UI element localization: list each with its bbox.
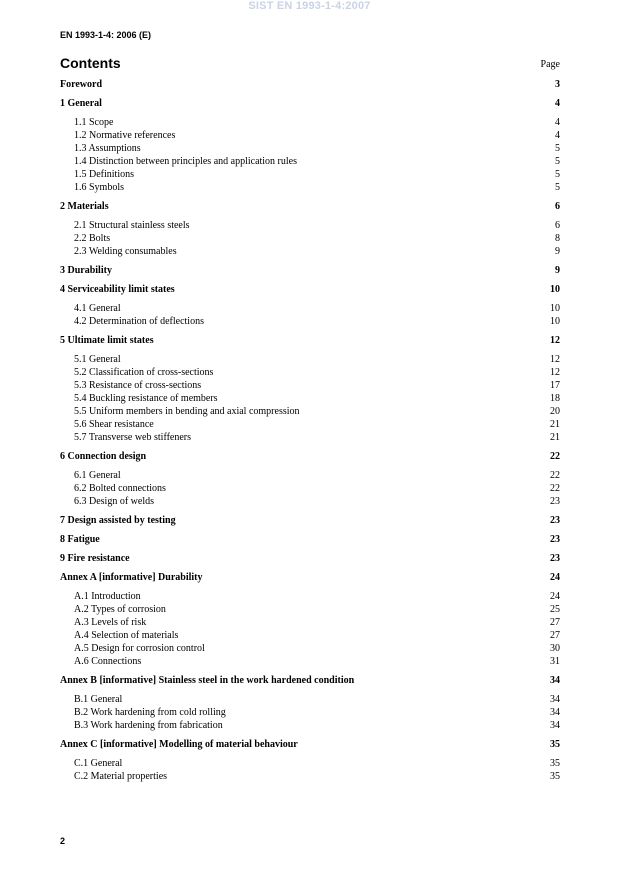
toc-subentry-page: 10 <box>550 316 560 327</box>
toc-subentry[interactable] <box>60 655 560 668</box>
toc-heading[interactable] <box>60 283 560 296</box>
toc-subentry-page: 5 <box>555 169 560 180</box>
toc-subentry[interactable] <box>60 482 560 495</box>
toc-subentry[interactable] <box>60 155 560 168</box>
toc-subentry-page: 22 <box>550 483 560 494</box>
toc-heading-page: 4 <box>555 98 560 109</box>
toc-subentry-page: 5 <box>555 143 560 154</box>
toc-subentry-title: C.2 Material properties <box>74 771 168 782</box>
toc-subentry-page: 34 <box>550 694 560 705</box>
toc-subentry-page: 34 <box>550 707 560 718</box>
toc-subentry-title: 5.4 Buckling resistance of members <box>74 393 218 404</box>
toc-subentry-title: 5.1 General <box>74 354 121 365</box>
toc-subentry-title: 2.1 Structural stainless steels <box>74 220 190 231</box>
toc-heading[interactable] <box>60 571 560 584</box>
toc-subentry-page: 5 <box>555 156 560 167</box>
toc-subentry[interactable] <box>60 719 560 732</box>
toc-subentry-title: 6.3 Design of welds <box>74 496 154 507</box>
toc-subentry-title: 2.2 Bolts <box>74 233 111 244</box>
toc-subentry[interactable] <box>60 642 560 655</box>
toc-subentry-page: 35 <box>550 771 560 782</box>
toc-subentry[interactable] <box>60 603 560 616</box>
toc-subentry[interactable] <box>60 129 560 142</box>
toc-subentry-page: 4 <box>555 117 560 128</box>
toc-subentry[interactable] <box>60 590 560 603</box>
toc-subentry-page: 10 <box>550 303 560 314</box>
toc-subentry-page: 24 <box>550 591 560 602</box>
toc-subentry-title: 5.5 Uniform members in bending and axial compression <box>74 406 300 417</box>
toc-subentry-page: 34 <box>550 720 560 731</box>
toc-subentry[interactable] <box>60 116 560 129</box>
toc-subentry-title: 1.5 Definitions <box>74 169 134 180</box>
toc-heading-page: 22 <box>550 451 560 462</box>
toc-heading[interactable] <box>60 514 560 527</box>
toc-subentry-title: 5.2 Classification of cross-sections <box>74 367 214 378</box>
toc-heading-title: 9 Fire resistance <box>60 553 130 564</box>
toc-subentry-page: 12 <box>550 367 560 378</box>
toc-subentry[interactable] <box>60 693 560 706</box>
toc-subentry-page: 21 <box>550 419 560 430</box>
page-number: 2 <box>60 836 66 846</box>
toc-subentry[interactable] <box>60 770 560 783</box>
toc-subentry-title: 4.1 General <box>74 303 121 314</box>
toc-subentry-title: 5.3 Resistance of cross-sections <box>74 380 202 391</box>
toc-subentry-page: 5 <box>555 182 560 193</box>
table-of-contents <box>60 78 560 783</box>
toc-heading-page: 9 <box>555 265 560 276</box>
toc-heading[interactable] <box>60 200 560 213</box>
toc-heading-title: 3 Durability <box>60 265 112 276</box>
toc-subentry[interactable] <box>60 616 560 629</box>
toc-subentry[interactable] <box>60 379 560 392</box>
toc-heading-page: 34 <box>550 675 560 686</box>
toc-heading-title: 1 General <box>60 98 102 109</box>
toc-heading[interactable] <box>60 334 560 347</box>
toc-heading-page: 23 <box>550 553 560 564</box>
toc-subentry-page: 25 <box>550 604 560 615</box>
toc-heading[interactable] <box>60 533 560 546</box>
toc-subentry[interactable] <box>60 353 560 366</box>
page-column-label: Page <box>540 59 560 70</box>
toc-heading-page: 24 <box>550 572 560 583</box>
toc-subentry-title: 6.2 Bolted connections <box>74 483 166 494</box>
toc-subentry[interactable] <box>60 431 560 444</box>
toc-subentry[interactable] <box>60 469 560 482</box>
toc-heading-title: Annex B [informative] Stainless steel in the work hardened condition <box>60 675 355 686</box>
toc-subentry[interactable] <box>60 495 560 508</box>
toc-subentry-title: B.1 General <box>74 694 123 705</box>
toc-heading-title: 5 Ultimate limit states <box>60 335 154 346</box>
toc-subentry-title: 4.2 Determination of deflections <box>74 316 204 327</box>
toc-subentry[interactable] <box>60 366 560 379</box>
toc-subentry[interactable] <box>60 405 560 418</box>
toc-heading-page: 35 <box>550 739 560 750</box>
toc-heading-title: 8 Fatigue <box>60 534 100 545</box>
toc-subentry[interactable] <box>60 142 560 155</box>
toc-heading-title: Annex A [informative] Durability <box>60 572 203 583</box>
toc-subentry-title: B.3 Work hardening from fabrication <box>74 720 223 731</box>
toc-subentry-page: 21 <box>550 432 560 443</box>
toc-subentry-title: 1.1 Scope <box>74 117 114 128</box>
toc-heading-title: 7 Design assisted by testing <box>60 515 176 526</box>
toc-heading[interactable] <box>60 264 560 277</box>
toc-heading-page: 10 <box>550 284 560 295</box>
toc-subentry[interactable] <box>60 392 560 405</box>
toc-subentry-title: 6.1 General <box>74 470 121 481</box>
toc-subentry-page: 22 <box>550 470 560 481</box>
toc-subentry-title: 5.6 Shear resistance <box>74 419 154 430</box>
toc-subentry-page: 30 <box>550 643 560 654</box>
toc-subentry[interactable] <box>60 232 560 245</box>
toc-subentry-title: 1.6 Symbols <box>74 182 125 193</box>
toc-heading-page: 6 <box>555 201 560 212</box>
toc-heading-title: 6 Connection design <box>60 451 147 462</box>
toc-subentry-page: 31 <box>550 656 560 667</box>
toc-subentry-page: 18 <box>550 393 560 404</box>
toc-subentry[interactable] <box>60 181 560 194</box>
toc-heading[interactable] <box>60 738 560 751</box>
toc-heading-title: 2 Materials <box>60 201 109 212</box>
toc-subentry[interactable] <box>60 302 560 315</box>
toc-heading[interactable] <box>60 450 560 463</box>
toc-subentry-page: 17 <box>550 380 560 391</box>
toc-subentry-page: 8 <box>555 233 560 244</box>
toc-subentry[interactable] <box>60 219 560 232</box>
toc-subentry-page: 23 <box>550 496 560 507</box>
toc-subentry-page: 4 <box>555 130 560 141</box>
watermark: SIST EN 1993-1-4:2007 <box>248 0 371 12</box>
toc-subentry-page: 9 <box>555 246 560 257</box>
toc-heading[interactable] <box>60 97 560 110</box>
toc-heading[interactable] <box>60 674 560 687</box>
toc-subentry-title: A.3 Levels of risk <box>74 617 147 628</box>
toc-subentry[interactable] <box>60 245 560 258</box>
toc-subentry-title: 2.3 Welding consumables <box>74 246 177 257</box>
toc-subentry-title: A.2 Types of corrosion <box>74 604 166 615</box>
toc-subentry-title: 5.7 Transverse web stiffeners <box>74 432 192 443</box>
document-id: EN 1993-1-4: 2006 (E) <box>60 30 152 40</box>
toc-subentry-page: 12 <box>550 354 560 365</box>
toc-heading-title: Foreword <box>60 79 103 90</box>
toc-subentry[interactable] <box>60 629 560 642</box>
toc-subentry[interactable] <box>60 315 560 328</box>
toc-subentry-title: C.1 General <box>74 758 123 769</box>
toc-subentry-title: A.4 Selection of materials <box>74 630 179 641</box>
toc-subentry[interactable] <box>60 168 560 181</box>
toc-subentry-title: A.5 Design for corrosion control <box>74 643 205 654</box>
toc-heading-page: 12 <box>550 335 560 346</box>
toc-subentry-page: 6 <box>555 220 560 231</box>
toc-subentry-page: 27 <box>550 617 560 628</box>
toc-heading[interactable] <box>60 78 560 91</box>
toc-subentry-page: 27 <box>550 630 560 641</box>
toc-heading[interactable] <box>60 552 560 565</box>
toc-subentry-title: 1.3 Assumptions <box>74 143 141 154</box>
toc-heading-page: 23 <box>550 534 560 545</box>
toc-heading-title: Annex C [informative] Modelling of material behaviour <box>60 739 298 750</box>
toc-heading-title: 4 Serviceability limit states <box>60 284 175 295</box>
toc-subentry-title: A.1 Introduction <box>74 591 141 602</box>
toc-subentry-title: A.6 Connections <box>74 656 142 667</box>
toc-subentry-title: 1.4 Distinction between principles and application rules <box>74 156 297 167</box>
contents-title: Contents <box>60 55 121 71</box>
toc-subentry-page: 20 <box>550 406 560 417</box>
toc-heading-page: 23 <box>550 515 560 526</box>
toc-heading-page: 3 <box>555 79 560 90</box>
toc-subentry[interactable] <box>60 418 560 431</box>
toc-subentry-title: 1.2 Normative references <box>74 130 176 141</box>
toc-subentry[interactable] <box>60 706 560 719</box>
toc-subentry-title: B.2 Work hardening from cold rolling <box>74 707 226 718</box>
toc-subentry-page: 35 <box>550 758 560 769</box>
toc-subentry[interactable] <box>60 757 560 770</box>
